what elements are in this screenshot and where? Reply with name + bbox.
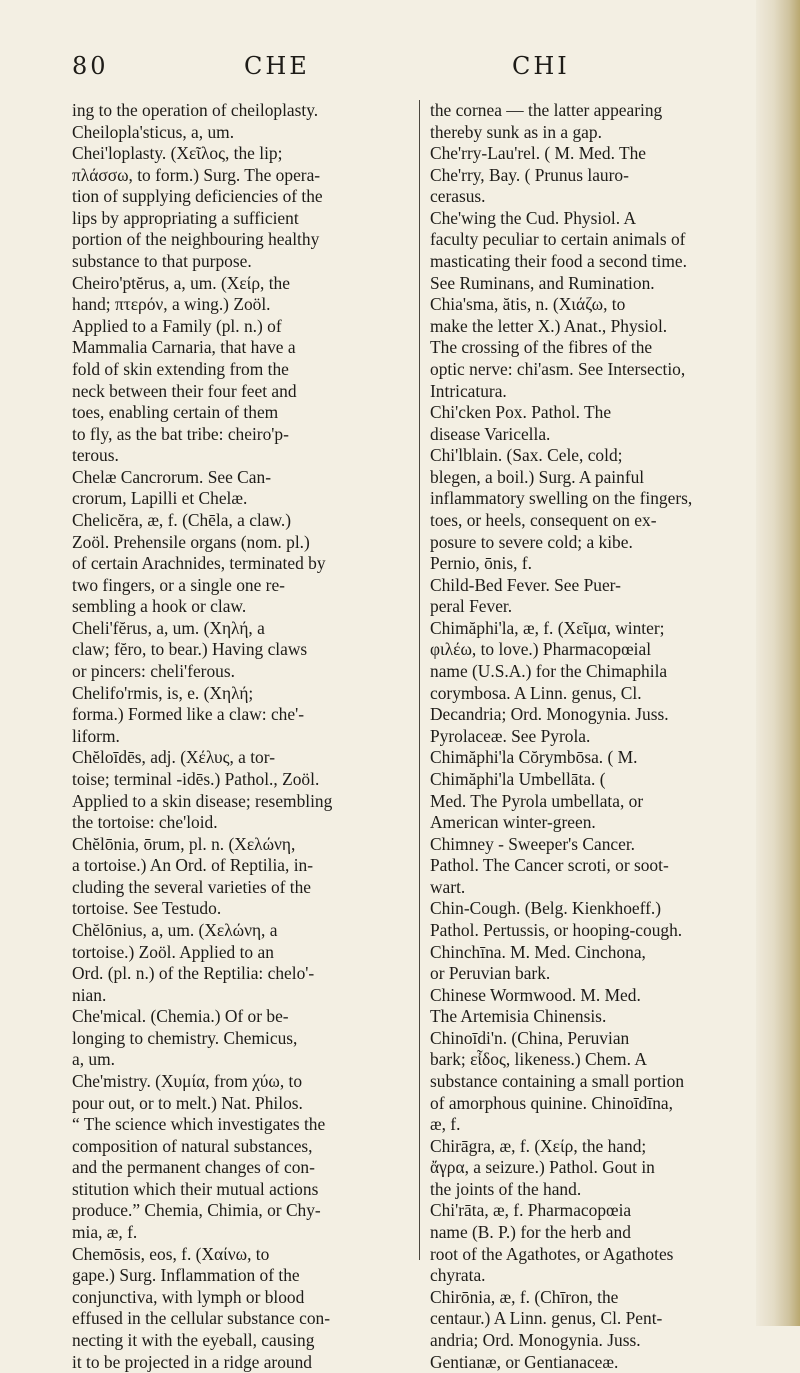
text-line: The crossing of the fibres of the xyxy=(430,337,653,358)
text-line: and the permanent changes of con- xyxy=(72,1157,315,1178)
text-line: Chinese Wormwood. M. Med. xyxy=(430,984,641,1005)
text-line: mia, æ, f. xyxy=(72,1222,138,1243)
text-line: Cheiro'ptĕrus, a, um. (Χείρ, the xyxy=(72,272,290,293)
text-line: disease Varicella. xyxy=(430,423,551,444)
text-line: thereby sunk as in a gap. xyxy=(430,121,602,142)
text-line: sembling a hook or claw. xyxy=(72,596,247,617)
text-line: masticating their food a second time. xyxy=(430,251,687,272)
text-line: Chimăphi'la Cŏrymbōsa. ( M. xyxy=(430,747,638,768)
text-line: Applied to a skin disease; resembling xyxy=(72,790,333,811)
text-line: corymbosa. A Linn. genus, Cl. xyxy=(430,682,642,703)
text-line: hand; πτερόν, a wing.) Zoöl. xyxy=(72,294,271,315)
text-line: Chinchīna. M. Med. Cinchona, xyxy=(430,941,646,962)
text-line: or pincers: cheli'ferous. xyxy=(72,661,235,682)
text-line: Chelæ Cancrorum. See Can- xyxy=(72,466,271,487)
text-line: Pathol. The Cancer scroti, or soot- xyxy=(430,855,669,876)
text-line: name (U.S.A.) for the Chimaphila xyxy=(430,661,668,682)
text-line: Chirōnia, æ, f. (Chīron, the xyxy=(430,1286,619,1307)
text-line: “ The science which investigates the xyxy=(72,1114,326,1135)
text-line: lips by appropriating a sufficient xyxy=(72,207,299,228)
text-line: name (B. P.) for the herb and xyxy=(430,1222,631,1243)
text-line: toes, enabling certain of them xyxy=(72,402,279,423)
text-line: American winter-green. xyxy=(430,812,596,833)
text-line: Chia'sma, ătis, n. (Χιάζω, to xyxy=(430,294,626,315)
text-line: effused in the cellular substance con- xyxy=(72,1308,331,1329)
text-line: Intricatura. xyxy=(430,380,507,401)
text-line: the cornea — the latter appearing xyxy=(430,100,663,120)
text-line: Chimăphi'la Umbellāta. ( xyxy=(430,768,606,789)
text-line: Applied to a Family (pl. n.) of xyxy=(72,315,282,336)
text-line: neck between their four feet and xyxy=(72,380,297,401)
page-number: 80 xyxy=(72,52,109,80)
text-line: Chĕlōnius, a, um. (Χελώνη, a xyxy=(72,919,278,940)
right-column xyxy=(430,100,748,1373)
text-line: Chĕlōnia, ōrum, pl. n. (Χελώνη, xyxy=(72,833,296,854)
text-line: Chemōsis, eos, f. (Χαίνω, to xyxy=(72,1243,270,1264)
text-line: Chin-Cough. (Belg. Kienkhoeff.) xyxy=(430,898,662,919)
text-line: of amorphous quinine. Chinoīdīna, xyxy=(430,1092,673,1113)
text-line: longing to chemistry. Chemicus, xyxy=(72,1027,298,1048)
text-line: Chelifo'rmis, is, e. (Χηλή; xyxy=(72,682,254,703)
text-line: composition of natural substances, xyxy=(72,1135,313,1156)
text-line: posure to severe cold; a kibe. xyxy=(430,531,633,552)
text-line: or Peruvian bark. xyxy=(430,963,551,984)
text-line: tortoise.) Zoöl. Applied to an xyxy=(72,941,274,962)
text-line: Ord. (pl. n.) of the Reptilia: chelo'- xyxy=(72,963,315,984)
text-line: substance containing a small portion xyxy=(430,1071,685,1092)
text-line: forma.) Formed like a claw: che'- xyxy=(72,704,305,725)
text-line: necting it with the eyeball, causing xyxy=(72,1329,315,1350)
text-line: substance to that purpose. xyxy=(72,251,252,272)
text-line: Child-Bed Fever. See Puer- xyxy=(430,574,621,595)
page-edge-shadow xyxy=(756,0,800,1326)
text-line: πλάσσω, to form.) Surg. The opera- xyxy=(72,164,321,185)
text-line: tortoise. See Testudo. xyxy=(72,898,222,919)
text-line: cluding the several varieties of the xyxy=(72,876,312,897)
text-line: ing to the operation of cheiloplasty. xyxy=(72,100,319,120)
text-line: tion of supplying deficiencies of the xyxy=(72,186,323,207)
text-line: two fingers, or a single one re- xyxy=(72,574,285,595)
text-line: ἄγρα, a seizure.) Pathol. Gout in xyxy=(430,1157,655,1178)
guide-word-left: CHE xyxy=(244,52,310,80)
text-line: The Artemisia Chinensis. xyxy=(430,1006,607,1027)
text-line: optic nerve: chi'asm. See Intersectio, xyxy=(430,358,686,379)
text-line: Gentianæ, or Gentianaceæ. xyxy=(430,1351,619,1372)
text-line: chyrata. xyxy=(430,1265,486,1286)
text-line: stitution which their mutual actions xyxy=(72,1178,319,1199)
text-line: Chimney - Sweeper's Cancer. xyxy=(430,833,636,854)
text-line: Chi'lblain. (Sax. Cele, cold; xyxy=(430,445,623,466)
text-line: Zoöl. Prehensile organs (nom. pl.) xyxy=(72,531,310,552)
text-line: Chi'rāta, æ, f. Pharmacopœia xyxy=(430,1200,632,1221)
text-line: cerasus. xyxy=(430,186,486,207)
text-line: peral Fever. xyxy=(430,596,513,617)
text-line: andria; Ord. Monogynia. Juss. xyxy=(430,1329,641,1350)
text-line: Cheli'fĕrus, a, um. (Χηλή, a xyxy=(72,617,265,638)
text-line: Pernio, ōnis, f. xyxy=(430,553,532,574)
text-line: æ, f. xyxy=(430,1114,461,1135)
text-line: Chelicĕra, æ, f. (Chēla, a claw.) xyxy=(72,509,292,530)
text-line: pour out, or to melt.) Nat. Philos. xyxy=(72,1092,303,1113)
text-line: nian. xyxy=(72,984,107,1005)
text-line: Chirāgra, æ, f. (Χείρ, the hand; xyxy=(430,1135,647,1156)
text-line: Chĕloīdēs, adj. (Χέλυς, a tor- xyxy=(72,747,275,768)
text-line: Chei'loplasty. (Χεῖλος, the lip; xyxy=(72,143,283,164)
running-header xyxy=(72,52,692,84)
text-line: Che'mical. (Chemia.) Of or be- xyxy=(72,1006,289,1027)
left-column xyxy=(72,100,412,1373)
text-line: fold of skin extending from the xyxy=(72,358,289,379)
text-line: of certain Arachnides, terminated by xyxy=(72,553,326,574)
text-line: centaur.) A Linn. genus, Cl. Pent- xyxy=(430,1308,663,1329)
text-line: portion of the neighbouring healthy xyxy=(72,229,320,250)
text-line: Decandria; Ord. Monogynia. Juss. xyxy=(430,704,669,725)
text-line: crorum, Lapilli et Chelæ. xyxy=(72,488,248,509)
text-line: Pathol. Pertussis, or hooping-cough. xyxy=(430,919,683,940)
text-line: it to be projected in a ridge around xyxy=(72,1351,313,1372)
text-line: Che'rry-Lau'rel. ( M. Med. The xyxy=(430,143,647,164)
text-line: make the letter X.) Anat., Physiol. xyxy=(430,315,668,336)
text-line: conjunctiva, with lymph or blood xyxy=(72,1286,305,1307)
text-line: Chinoīdi'n. (China, Peruvian xyxy=(430,1027,630,1048)
text-line: Che'wing the Cud. Physiol. A xyxy=(430,207,637,228)
text-line: See Ruminans, and Rumination. xyxy=(430,272,655,293)
text-line: a tortoise.) An Ord. of Reptilia, in- xyxy=(72,855,314,876)
text-line: the joints of the hand. xyxy=(430,1178,582,1199)
text-line: wart. xyxy=(430,876,466,897)
guide-word-right: CHI xyxy=(512,52,570,80)
text-line: Chimăphi'la, æ, f. (Χεῖμα, winter; xyxy=(430,617,665,638)
text-line: φιλέω, to love.) Pharmacopœial xyxy=(430,639,652,660)
text-line: bark; εἶδος, likeness.) Chem. A xyxy=(430,1049,647,1070)
column-rule xyxy=(419,100,420,1260)
text-line: the tortoise: che'loid. xyxy=(72,812,218,833)
text-line: liform. xyxy=(72,725,120,746)
text-line: blegen, a boil.) Surg. A painful xyxy=(430,466,645,487)
text-line: root of the Agathotes, or Agathotes xyxy=(430,1243,674,1264)
text-line: Chi'cken Pox. Pathol. The xyxy=(430,402,612,423)
text-line: Pyrolaceæ. See Pyrola. xyxy=(430,725,591,746)
text-line: claw; fĕro, to bear.) Having claws xyxy=(72,639,308,660)
text-line: produce.” Chemia, Chimia, or Chy- xyxy=(72,1200,321,1221)
text-line: Cheilopla'sticus, a, um. xyxy=(72,121,235,142)
text-line: Mammalia Carnaria, that have a xyxy=(72,337,296,358)
text-line: a, um. xyxy=(72,1049,115,1070)
text-line: toes, or heels, consequent on ex- xyxy=(430,509,657,530)
text-line: inflammatory swelling on the fingers, xyxy=(430,488,693,509)
text-line: gape.) Surg. Inflammation of the xyxy=(72,1265,300,1286)
text-line: faculty peculiar to certain animals of xyxy=(430,229,686,250)
text-line: terous. xyxy=(72,445,119,466)
text-line: Che'mistry. (Χυμία, from χύω, to xyxy=(72,1071,303,1092)
text-line: Med. The Pyrola umbellata, or xyxy=(430,790,644,811)
text-line: Che'rry, Bay. ( Prunus lauro- xyxy=(430,164,629,185)
text-line: to fly, as the bat tribe: cheiro'p- xyxy=(72,423,289,444)
text-line: toise; terminal -idēs.) Pathol., Zoöl. xyxy=(72,768,320,789)
